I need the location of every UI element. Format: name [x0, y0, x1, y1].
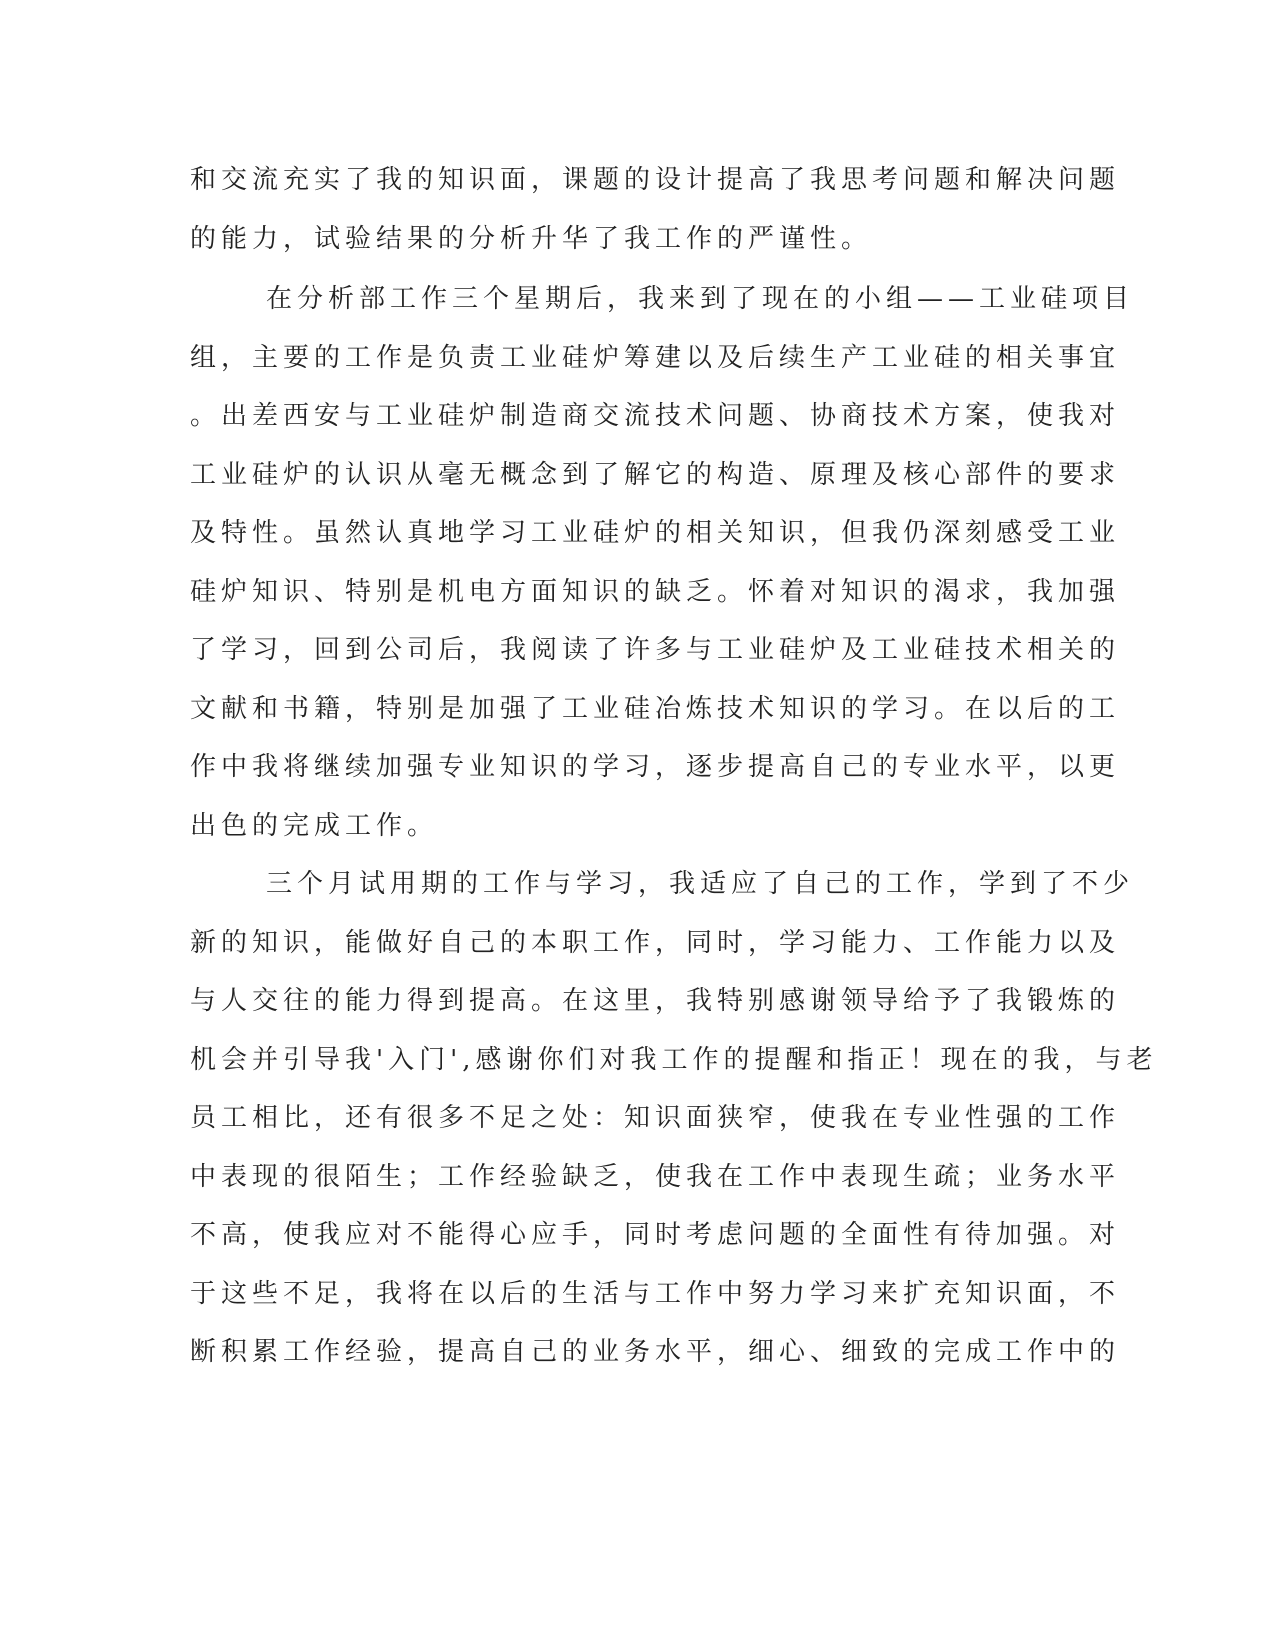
text-line: 硅炉知识、特别是机电方面知识的缺乏。怀着对知识的渴求，我加强	[190, 577, 1121, 607]
text-line: 断积累工作经验，提高自己的业务水平，细心、细致的完成工作中的	[190, 1337, 1121, 1367]
text-line: 组，主要的工作是负责工业硅炉筹建以及后续生产工业硅的相关事宜	[190, 343, 1121, 373]
text-line: 及特性。虽然认真地学习工业硅炉的相关知识，但我仍深刻感受工业	[190, 518, 1121, 548]
text-line: 于这些不足，我将在以后的生活与工作中努力学习来扩充知识面，不	[190, 1279, 1121, 1309]
text-line: 新的知识，能做好自己的本职工作，同时，学习能力、工作能力以及	[190, 928, 1121, 958]
text-line: 与人交往的能力得到提高。在这里，我特别感谢领导给予了我锻炼的	[190, 986, 1121, 1016]
text-line: 。出差西安与工业硅炉制造商交流技术问题、协商技术方案，使我对	[190, 401, 1121, 431]
text-line: 的能力，试验结果的分析升华了我工作的严谨性。	[190, 224, 873, 254]
text-line: 和交流充实了我的知识面，课题的设计提高了我思考问题和解决问题	[190, 165, 1121, 195]
text-line: 了学习，回到公司后，我阅读了许多与工业硅炉及工业硅技术相关的	[190, 635, 1121, 665]
text-line: 出色的完成工作。	[190, 811, 439, 841]
text-line: 机会并引导我'入门',感谢你们对我工作的提醒和指正！现在的我，与老	[190, 1045, 1158, 1075]
text-line: 文献和书籍，特别是加强了工业硅冶炼技术知识的学习。在以后的工	[190, 694, 1121, 724]
text-line: 中表现的很陌生；工作经验缺乏，使我在工作中表现生疏；业务水平	[190, 1162, 1121, 1192]
text-line: 员工相比，还有很多不足之处：知识面狭窄，使我在专业性强的工作	[190, 1103, 1121, 1133]
text-line: 在分析部工作三个星期后，我来到了现在的小组——工业硅项目	[266, 284, 1135, 314]
text-line: 三个月试用期的工作与学习，我适应了自己的工作，学到了不少	[266, 869, 1135, 899]
text-line: 不高，使我应对不能得心应手，同时考虑问题的全面性有待加强。对	[190, 1220, 1121, 1250]
text-line: 工业硅炉的认识从毫无概念到了解它的构造、原理及核心部件的要求	[190, 460, 1121, 490]
text-line: 作中我将继续加强专业知识的学习，逐步提高自己的专业水平，以更	[190, 752, 1121, 782]
